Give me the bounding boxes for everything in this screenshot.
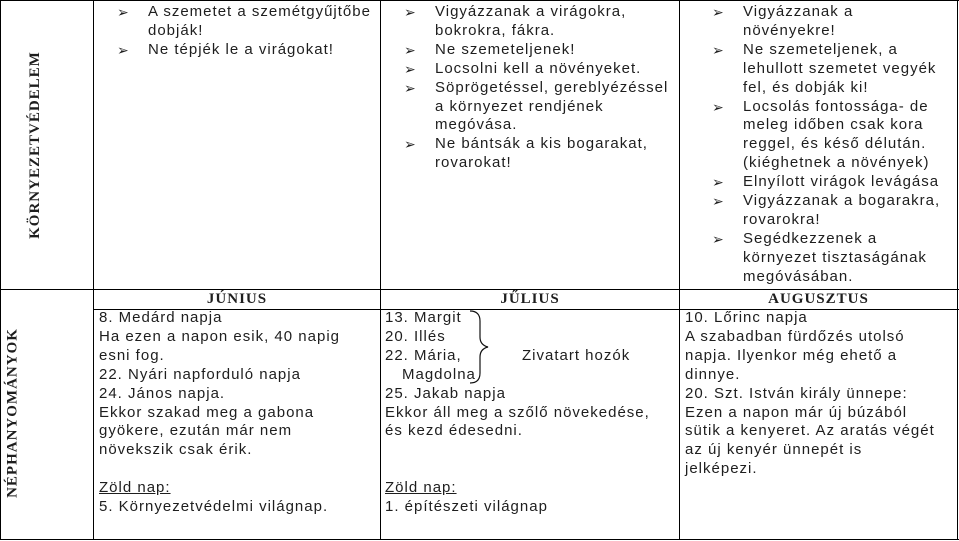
column-divider-july-august <box>679 0 680 540</box>
section-label-environment: KÖRNYEZETVÉDELEM <box>27 51 43 239</box>
text-line: esni fog. <box>99 346 165 364</box>
text-line: 24. János napja. <box>99 384 226 402</box>
text-line: növekszik csak érik. <box>99 441 253 459</box>
text-line: napja. Ilyenkor még ehető a <box>685 346 898 364</box>
spacer <box>385 460 675 479</box>
text-line: jelképezi. <box>685 460 758 478</box>
text-line: és kezd édesedni. <box>385 422 523 440</box>
text-line: gyökere, ezután már nem <box>99 422 293 440</box>
text-line: 10. Lőrinc napja <box>685 309 808 326</box>
folk-june-cell <box>99 309 377 517</box>
text-line: az új kenyér ünnepét is <box>685 441 863 459</box>
folk-july-cell <box>385 309 675 517</box>
list-item: ➢ Vigyázzanak a növényekre! <box>712 3 854 39</box>
folk-august-cell <box>685 309 953 479</box>
environment-july-cell <box>404 3 674 173</box>
text-line: Ha ezen a napon esik, 40 napig <box>99 327 340 345</box>
text-line: sütik a kenyeret. Az aratás végét <box>685 422 935 440</box>
column-divider-june-july <box>380 0 381 540</box>
month-header-august: AUGUSZTUS <box>768 291 869 307</box>
arrow-bullet-icon: ➢ <box>404 4 417 20</box>
environment-august-cell <box>712 3 948 287</box>
month-header-june: JÚNIUS <box>206 291 268 307</box>
list-item: ➢ Locsolni kell a növényeket. <box>404 59 642 77</box>
list-item: ➢ Ne szemeteljenek! <box>404 40 576 58</box>
month-header-july: JŰLIUS <box>500 291 560 307</box>
text-line: A szabadban fürdőzés utolsó <box>685 327 905 345</box>
text-line: dinnye. <box>685 365 741 383</box>
section-label-folk-sayings: NÉPHANYOMÁNYOK <box>4 328 21 498</box>
table-border-right <box>957 0 958 540</box>
arrow-bullet-icon: ➢ <box>117 41 130 58</box>
environment-june-cell <box>117 3 377 60</box>
arrow-bullet-icon: ➢ <box>712 41 725 58</box>
text-line: Ezen a napon már új búzából <box>685 403 908 421</box>
arrow-bullet-icon: ➢ <box>712 193 725 210</box>
list-item: ➢ Ne bántsák a kis bogarakat, rovarokat! <box>404 135 648 172</box>
list-item: ➢ Vigyázzanak a bogarakra, rovarokra! <box>712 192 941 228</box>
spacer <box>99 460 377 479</box>
arrow-bullet-icon: ➢ <box>712 230 725 247</box>
list-item: ➢ Ne tépjék le a virágokat! <box>117 40 334 58</box>
arrow-bullet-icon: ➢ <box>404 79 417 96</box>
green-day-label: Zöld nap: <box>385 479 457 497</box>
zivatar-label: Zivatart hozók <box>522 347 631 364</box>
text-line: Magdolna <box>402 365 476 383</box>
arrow-bullet-icon: ➢ <box>712 4 725 20</box>
list-item: ➢ A szemetet a szemétgyűjtőbe dobják! <box>117 3 371 39</box>
text-line: 8. Medárd napja <box>99 309 223 326</box>
list-item: ➢ Ne szemeteljenek, a lehullott szemetet vegyék fel, és dobják ki! <box>712 40 937 96</box>
text-line: Ekkor áll meg a szőlő növekedése, <box>385 403 650 421</box>
arrow-bullet-icon: ➢ <box>712 98 725 115</box>
label-column-divider <box>93 0 94 540</box>
text-line: 20. Szt. István király ünnepe: <box>685 384 908 402</box>
list-item: ➢ Vigyázzanak a virágokra, bokrokra, fákra. <box>404 3 627 39</box>
arrow-bullet-icon: ➢ <box>404 136 417 153</box>
text-line: Ekkor szakad meg a gabona <box>99 403 315 421</box>
list-item: ➢ Elnyílott virágok levágása <box>712 173 940 191</box>
green-day-value: 1. építészeti világnap <box>385 498 548 516</box>
spacer <box>385 441 675 460</box>
list-item: ➢ Söprögetéssel, gereblyézéssel a környezet rendjének megóvása. <box>404 78 669 134</box>
table-border-left <box>0 0 1 540</box>
green-day-label: Zöld nap: <box>99 479 171 497</box>
arrow-bullet-icon: ➢ <box>712 174 725 191</box>
green-day-value: 5. Környezetvédelmi világnap. <box>99 498 329 516</box>
arrow-bullet-icon: ➢ <box>117 4 130 20</box>
arrow-bullet-icon: ➢ <box>404 41 417 58</box>
text-line: 22. Nyári napforduló napja <box>99 365 301 383</box>
table-border-top <box>0 0 959 1</box>
text-line: 22. Mária, <box>385 346 462 364</box>
text-line: 25. Jakab napja <box>385 384 506 402</box>
list-item: ➢ Segédkezzenek a környezet tisztaságának megóvásában. <box>712 229 927 285</box>
arrow-bullet-icon: ➢ <box>404 60 417 77</box>
list-item: ➢ Locsolás fontossága- de meleg időben csak kora reggel, és késő délután. (kiéghetnek a növények) <box>712 97 930 172</box>
curly-brace-icon <box>468 307 492 387</box>
text-line: 13. Margit <box>385 309 462 326</box>
table-border-bottom <box>0 539 959 540</box>
text-line: 20. Illés <box>385 327 446 345</box>
